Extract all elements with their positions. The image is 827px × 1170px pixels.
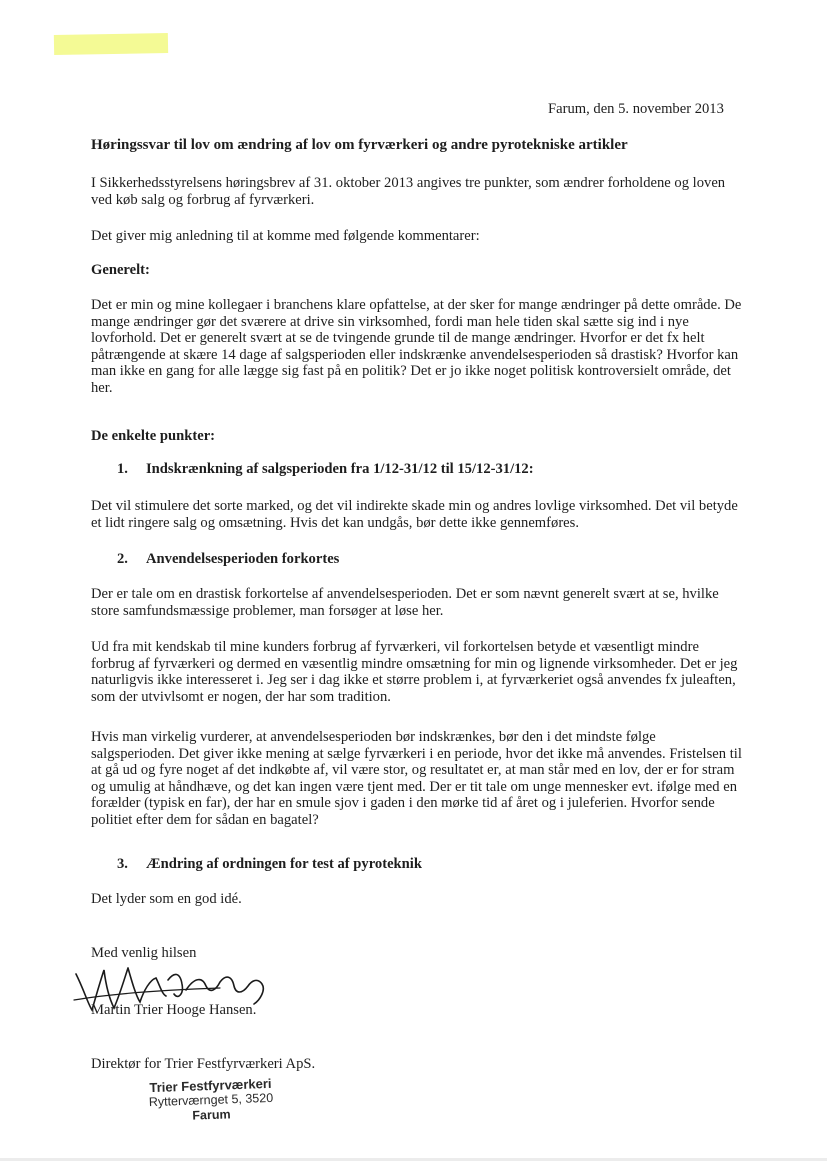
point-2-number: 2.	[117, 551, 128, 567]
closing-greeting: Med venlig hilsen	[91, 945, 197, 961]
general-paragraph: Det er min og mine kollegaer i branchens klare opfattelse, at der sker for mange ændringer på dette område. De mange ændringer gør det sværere at drive sin virksomhed, fordi man hele tiden skal sætte sig ind i nye lovforhold. Det er generelt svært at se de tvingende grunde til de mange ændringer. Hvorfor er det fx helt påtrængende at skære 14 dage af salgsperioden eller indskrænke anvendelsesperioden så drastisk? Hvorfor kan man ikke en gang for alle lægge sig fast på en politik? Det er jo ikke noget politisk kontroversielt område, det her.	[91, 297, 742, 396]
stamp-city: Farum	[192, 1107, 231, 1123]
closing-name: Martin Trier Hooge Hansen.	[91, 1002, 257, 1018]
closing-role: Direktør for Trier Festfyrværkeri ApS.	[91, 1056, 316, 1072]
intro-paragraph: I Sikkerhedsstyrelsens høringsbrev af 31. oktober 2013 angives tre punkter, som ændrer forholdene og loven ved køb salg og forbrug af fyrværkeri.	[91, 175, 726, 208]
point-1-title: Indskrænkning af salgsperioden fra 1/12-31/12 til 15/12-31/12:	[146, 461, 534, 477]
point-1-heading	[117, 461, 534, 478]
point-2-heading	[117, 551, 339, 568]
point-3-heading	[117, 856, 422, 873]
highlighter-mark	[54, 33, 168, 55]
letter-title: Høringssvar til lov om ændring af lov om fyrværkeri og andre pyrotekniske artikler	[91, 137, 628, 153]
point-2-paragraph-1: Der er tale om en drastisk forkortelse af anvendelsesperioden. Det er som nævnt generelt svært at se, hvilke store samfundsmæssige problemer, man forsøger at løse her.	[91, 586, 719, 619]
intro-lead-in: Det giver mig anledning til at komme med følgende kommentarer:	[91, 228, 480, 244]
point-1-paragraph: Det vil stimulere det sorte marked, og det vil indirekte skade min og andres lovlige virksomhed. Det vil betyde et lidt ringere salg og omsætning. Hvis det kan undgås, bør dette ikke gennemføres.	[91, 498, 738, 531]
point-3-paragraph: Det lyder som en god idé.	[91, 891, 242, 907]
point-2-paragraph-2: Ud fra mit kendskab til mine kunders forbrug af fyrværkeri, vil forkortelsen betyde et væsentligt mindre forbrug af fyrværkeri og dermed en væsentlig mindre omsætning for min og lignende virksomheder. Det er jeg naturligvis ikke interesseret i. Jeg ser i dag ikke et større problem i, at fyrværkeriet også anvendes fx juleaften, som der utvivlsomt er nogen, der har som tradition.	[91, 639, 738, 705]
scan-edge	[0, 1158, 827, 1161]
letter-date: Farum, den 5. november 2013	[548, 101, 724, 117]
stamp-company: Trier Festfyrværkeri	[149, 1075, 272, 1096]
company-stamp	[135, 1075, 286, 1125]
point-2-title: Anvendelsesperioden forkortes	[146, 551, 340, 567]
points-heading: De enkelte punkter:	[91, 428, 216, 444]
general-heading: Generelt:	[91, 262, 150, 278]
point-3-title: Ændring af ordningen for test af pyroteknik	[146, 856, 422, 872]
point-3-number: 3.	[117, 856, 128, 872]
point-1-number: 1.	[117, 461, 128, 477]
stamp-address: Rytterværnget 5, 3520	[148, 1090, 274, 1110]
point-2-paragraph-3: Hvis man virkelig vurderer, at anvendelsesperioden bør indskrænkes, bør den i det mindste følge salgsperioden. Det giver ikke mening at sælge fyrværkeri i en periode, hvor det ikke må anvendes. Fristelsen til at gå ud og fyre noget af det indkøbte af, vil være stor, og resultatet er, at man står med en lov, der er for stram og umulig at håndhæve, og det kan ingen være tjent med. Der er tit tale om unge mennesker evt. ifølge med en forælder (typisk en far), der har en smule sjov i gaden i den mørke tid af året og i juleferien. Hvorfor sende politiet efter dem for sådan en bagatel?	[91, 729, 742, 828]
